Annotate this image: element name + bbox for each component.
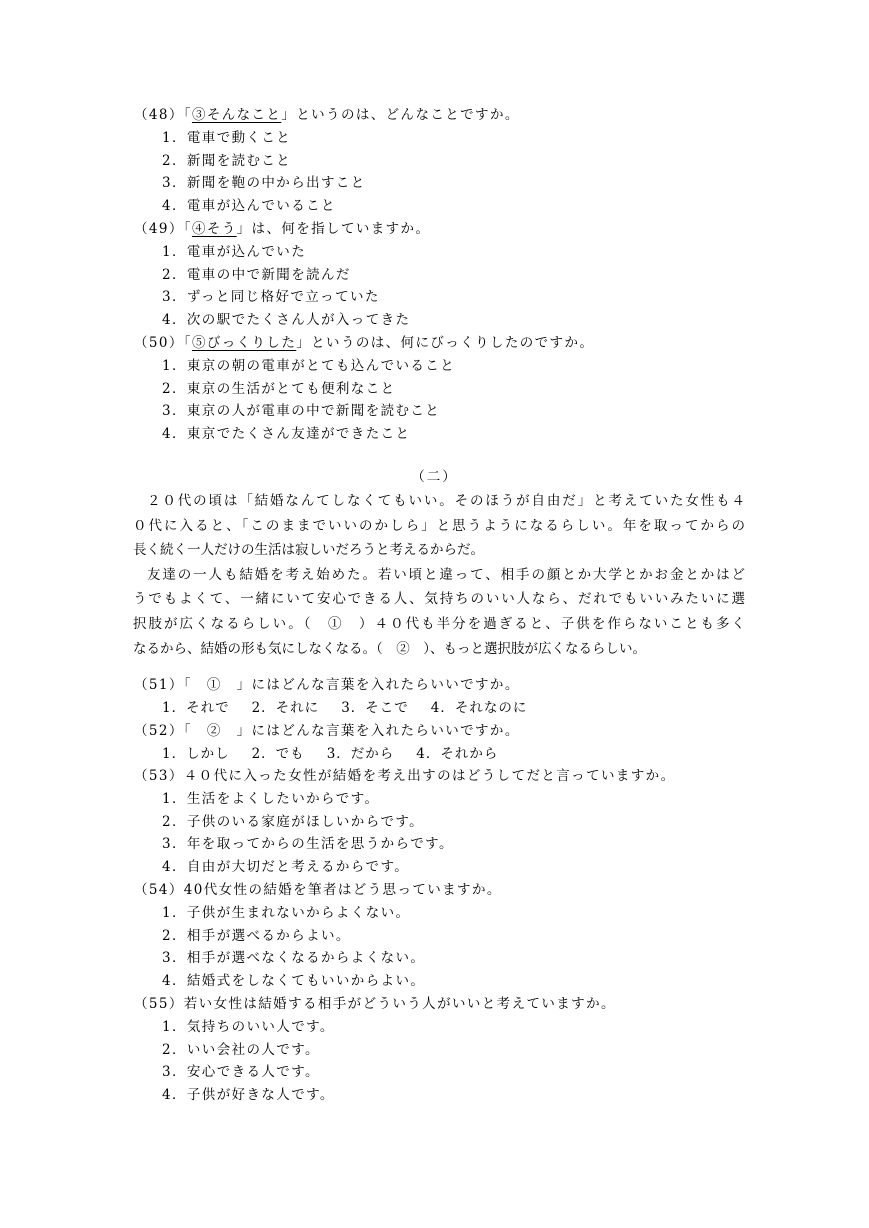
passage-line: 長く続く一人だけの生活は寂しいだろうと考えるからだ。 (133, 542, 484, 559)
question-number: （55） (134, 996, 184, 1012)
option: 3．東京の人が電車の中で新聞を読むこと (162, 403, 441, 420)
option: 4．東京でたくさん友達ができたこと (162, 426, 411, 443)
option: 2．電車の中で新聞を読んだ (162, 266, 351, 283)
section-title: （二） (411, 469, 458, 485)
option: 4．子供が好きな人です。 (162, 1087, 335, 1104)
question-54 (134, 879, 774, 993)
question-number: （53） (134, 768, 184, 784)
option: 4．次の駅でたくさん人が入ってきた (162, 312, 411, 329)
option: 2．相手が選べるからよい。 (162, 927, 351, 944)
underlined-phrase: ③そんなこと (191, 107, 282, 123)
question-text: ４０代に入った女性が結婚を考え出すのはどうしてだと言っていますか。 (183, 768, 676, 784)
option: 1．しかし (162, 745, 230, 762)
question-number: （54） (134, 882, 184, 898)
question-55-stem (134, 993, 774, 1016)
quote-open: 「 (183, 335, 192, 351)
option: 3．そこで (341, 699, 409, 716)
question-text: 40代女性の結婚を筆者はどう思っていますか。 (183, 882, 502, 898)
question-52 (134, 720, 774, 766)
question-51-stem (134, 674, 774, 697)
option: 2．それに (251, 699, 320, 716)
question-53-stem (134, 765, 774, 788)
option: 1．生活をよくしたいからです。 (162, 790, 380, 807)
option: 1．それで (162, 699, 230, 716)
underlined-phrase: ⑤びっくりした (191, 335, 297, 351)
question-48-stem (134, 104, 774, 127)
passage-line: なるから、結婚の形も気にしなくなる。（ ② ）、もっと選択肢が広くなるらしい。 (133, 640, 646, 657)
question-number: （52） (134, 723, 184, 739)
option: 4．それから (416, 745, 499, 762)
question-number: （51） (134, 677, 184, 693)
option: 2．でも (251, 745, 305, 762)
quote-open: 「 (183, 221, 192, 237)
option: 1．東京の朝の電車がとても込んでいること (162, 357, 456, 374)
question-50-stem (134, 332, 774, 355)
question-50 (134, 332, 774, 446)
option: 2．新聞を読むこと (162, 152, 292, 169)
reading-passage (133, 489, 745, 661)
option: 1．電車で動くこと (162, 129, 292, 146)
option: 1．気持ちのいい人です。 (162, 1018, 335, 1035)
passage-line: ２０代の頃は「結婚なんてしなくてもいい。そのほうが自由だ」と考えていた女性も４ (147, 493, 745, 509)
question-text: 若い女性は結婚する相手がどういう人がいいと考えていますか。 (183, 996, 616, 1012)
question-text: 「 ① 」にはどんな言葉を入れたらいいですか。 (183, 677, 520, 693)
option: 4．結婚式をしなくてもいいからよい。 (162, 973, 426, 990)
option: 2．子供のいる家庭がほしいからです。 (162, 813, 425, 830)
option: 4．自由が大切だと考えるからです。 (162, 859, 410, 876)
underlined-phrase: ④そう (191, 221, 237, 237)
option: 3．安心できる人です。 (162, 1064, 320, 1081)
option: 1．電車が込んでいた (162, 243, 307, 260)
option: 2．いい会社の人です。 (162, 1041, 320, 1058)
question-53 (134, 765, 774, 879)
passage-line: 友達の一人も結婚を考え始めた。若い頃と違って、相手の顔とか大学とかお金とかはど (147, 566, 745, 583)
option: 3．ずっと同じ格好で立っていた (162, 289, 380, 306)
question-text: 」というのは、どんなことですか。 (281, 107, 520, 123)
question-number: （48） (134, 107, 184, 123)
question-48 (134, 104, 774, 218)
passage-line: 択肢が広くなるらしい。（ ① ）４０代も半分を過ぎると、子供を作らないことも多く (133, 615, 745, 632)
passage-line: うでもよくて、一緒にいて安心できる人、気持ちのいい人なら、だれでもいいみたいに選 (133, 591, 745, 608)
option: 3．だから (326, 745, 395, 762)
question-text: 」というのは、何にびっくりしたのですか。 (296, 335, 595, 351)
question-number: （50） (134, 335, 184, 351)
option: 3．年を取ってからの生活を思うからです。 (162, 836, 454, 853)
question-49-stem (134, 218, 774, 241)
question-text: 「 ② 」にはどんな言葉を入れたらいいですか。 (183, 723, 520, 739)
question-text: 」は、何を指していますか。 (236, 221, 431, 237)
option: 1．子供が生まれないからよくない。 (162, 904, 411, 921)
option-row (134, 697, 774, 720)
question-54-stem (134, 879, 774, 902)
option: 3．相手が選べなくなるからよくない。 (162, 950, 426, 967)
option-row (134, 743, 774, 766)
question-55 (134, 993, 774, 1107)
quote-open: 「 (183, 107, 192, 123)
option: 2．東京の生活がとても便利なこと (162, 380, 396, 397)
question-49 (134, 218, 774, 332)
passage-line: ０代に入ると、「このままでいいのかしら」と思うようになるらしい。年を取ってからの (133, 517, 745, 534)
option: 4．電車が込んでいること (162, 198, 336, 215)
option: 4．それなのに (430, 699, 528, 716)
question-number: （49） (134, 221, 184, 237)
question-52-stem (134, 720, 774, 743)
question-51 (134, 674, 774, 720)
option: 3．新聞を鞄の中から出すこと (162, 175, 366, 192)
